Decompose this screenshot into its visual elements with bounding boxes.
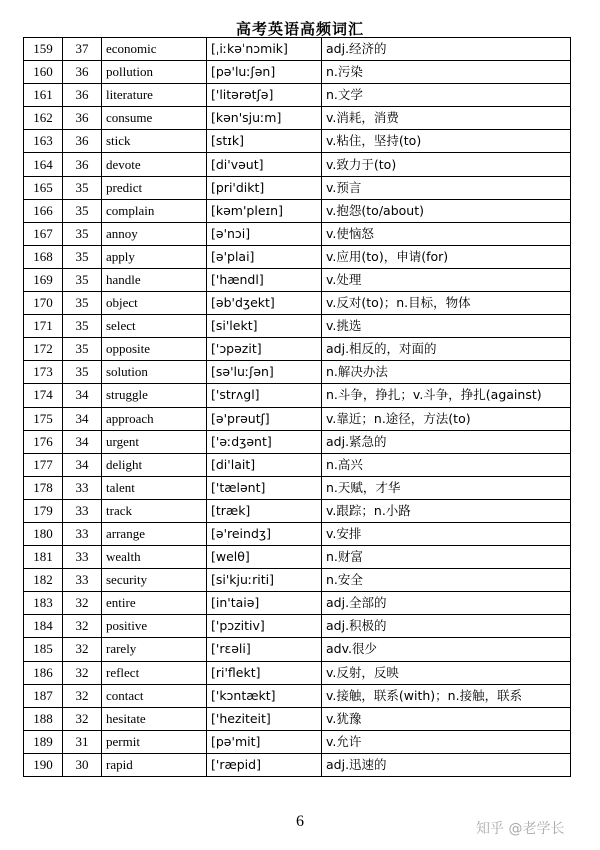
rank-cell: 159: [24, 38, 63, 61]
meaning-cell: n.安全: [322, 569, 571, 592]
phonetic-cell: ['tælənt]: [207, 476, 322, 499]
frequency-cell: 36: [63, 61, 102, 84]
meaning-cell: n.污染: [322, 61, 571, 84]
meaning-cell: v.跟踪；n.小路: [322, 499, 571, 522]
word-cell: literature: [102, 84, 207, 107]
word-cell: urgent: [102, 430, 207, 453]
rank-cell: 161: [24, 84, 63, 107]
table-row: [24, 199, 571, 222]
rank-cell: 172: [24, 338, 63, 361]
phonetic-cell: [ə'prəutʃ]: [207, 407, 322, 430]
frequency-cell: 34: [63, 453, 102, 476]
word-cell: arrange: [102, 522, 207, 545]
rank-cell: 165: [24, 176, 63, 199]
table-row: [24, 245, 571, 268]
word-cell: entire: [102, 592, 207, 615]
rank-cell: 167: [24, 222, 63, 245]
table-row: [24, 61, 571, 84]
page-title: 高考英语高频词汇: [235, 20, 364, 38]
word-cell: object: [102, 292, 207, 315]
rank-cell: 188: [24, 707, 63, 730]
table-row: [24, 592, 571, 615]
frequency-cell: 33: [63, 476, 102, 499]
rank-cell: 174: [24, 384, 63, 407]
phonetic-cell: [pə'mit]: [207, 730, 322, 753]
meaning-cell: v.反对(to)；n.目标，物体: [322, 292, 571, 315]
table-row: [24, 638, 571, 661]
table-row: [24, 753, 571, 776]
word-cell: permit: [102, 730, 207, 753]
table-row: [24, 522, 571, 545]
word-cell: contact: [102, 684, 207, 707]
table-row: [24, 107, 571, 130]
table-row: [24, 153, 571, 176]
table-row: [24, 684, 571, 707]
word-cell: reflect: [102, 661, 207, 684]
frequency-cell: 33: [63, 569, 102, 592]
word-cell: track: [102, 499, 207, 522]
frequency-cell: 36: [63, 107, 102, 130]
phonetic-cell: ['pɔzitiv]: [207, 615, 322, 638]
table-row: [24, 661, 571, 684]
meaning-cell: adj.相反的，对面的: [322, 338, 571, 361]
meaning-cell: adj.迅速的: [322, 753, 571, 776]
rank-cell: 164: [24, 153, 63, 176]
phonetic-cell: [si'lekt]: [207, 315, 322, 338]
rank-cell: 163: [24, 130, 63, 153]
word-cell: rarely: [102, 638, 207, 661]
rank-cell: 160: [24, 61, 63, 84]
meaning-cell: v.反射，反映: [322, 661, 571, 684]
table-row: [24, 292, 571, 315]
frequency-cell: 35: [63, 338, 102, 361]
frequency-cell: 35: [63, 176, 102, 199]
table-row: [24, 430, 571, 453]
word-cell: rapid: [102, 753, 207, 776]
table-row: [24, 476, 571, 499]
vocabulary-table-body: [24, 38, 571, 777]
rank-cell: 179: [24, 499, 63, 522]
phonetic-cell: [kən'sjuːm]: [207, 107, 322, 130]
rank-cell: 189: [24, 730, 63, 753]
phonetic-cell: [ə'plai]: [207, 245, 322, 268]
table-row: [24, 38, 571, 61]
rank-cell: 178: [24, 476, 63, 499]
phonetic-cell: [træk]: [207, 499, 322, 522]
table-row: [24, 453, 571, 476]
frequency-cell: 32: [63, 592, 102, 615]
meaning-cell: adj.积极的: [322, 615, 571, 638]
frequency-cell: 32: [63, 707, 102, 730]
frequency-cell: 36: [63, 130, 102, 153]
phonetic-cell: ['əːdʒənt]: [207, 430, 322, 453]
word-cell: economic: [102, 38, 207, 61]
phonetic-cell: ['rɛəli]: [207, 638, 322, 661]
rank-cell: 187: [24, 684, 63, 707]
frequency-cell: 35: [63, 292, 102, 315]
frequency-cell: 35: [63, 245, 102, 268]
frequency-cell: 32: [63, 661, 102, 684]
frequency-cell: 37: [63, 38, 102, 61]
frequency-cell: 35: [63, 199, 102, 222]
frequency-cell: 35: [63, 268, 102, 291]
phonetic-cell: [ˌiːkəˈnɔmik]: [207, 38, 322, 61]
meaning-cell: v.靠近；n.途径，方法(to): [322, 407, 571, 430]
frequency-cell: 31: [63, 730, 102, 753]
rank-cell: 177: [24, 453, 63, 476]
word-cell: predict: [102, 176, 207, 199]
rank-cell: 162: [24, 107, 63, 130]
meaning-cell: adj.全部的: [322, 592, 571, 615]
meaning-cell: n.斗争，挣扎；v.斗争，挣扎(against): [322, 384, 571, 407]
phonetic-cell: [si'kjuːriti]: [207, 569, 322, 592]
vocabulary-table: [23, 37, 571, 777]
word-cell: approach: [102, 407, 207, 430]
phonetic-cell: ['litərətʃə]: [207, 84, 322, 107]
meaning-cell: v.处理: [322, 268, 571, 291]
table-row: [24, 338, 571, 361]
rank-cell: 170: [24, 292, 63, 315]
frequency-cell: 33: [63, 522, 102, 545]
word-cell: positive: [102, 615, 207, 638]
meaning-cell: v.安排: [322, 522, 571, 545]
phonetic-cell: ['strʌgl]: [207, 384, 322, 407]
table-row: [24, 176, 571, 199]
phonetic-cell: [sə'luːʃən]: [207, 361, 322, 384]
meaning-cell: v.致力于(to): [322, 153, 571, 176]
phonetic-cell: [əb'dʒekt]: [207, 292, 322, 315]
meaning-cell: v.允许: [322, 730, 571, 753]
phonetic-cell: [stɪk]: [207, 130, 322, 153]
phonetic-cell: [ə'reindʒ]: [207, 522, 322, 545]
frequency-cell: 35: [63, 315, 102, 338]
table-row: [24, 730, 571, 753]
table-row: [24, 499, 571, 522]
meaning-cell: v.接触，联系(with)；n.接触，联系: [322, 684, 571, 707]
frequency-cell: 35: [63, 361, 102, 384]
word-cell: solution: [102, 361, 207, 384]
frequency-cell: 32: [63, 615, 102, 638]
phonetic-cell: ['heziteit]: [207, 707, 322, 730]
meaning-cell: n.文学: [322, 84, 571, 107]
frequency-cell: 32: [63, 638, 102, 661]
frequency-cell: 34: [63, 384, 102, 407]
meaning-cell: adj.经济的: [322, 38, 571, 61]
frequency-cell: 36: [63, 153, 102, 176]
meaning-cell: v.抱怨(to/about): [322, 199, 571, 222]
rank-cell: 175: [24, 407, 63, 430]
table-row: [24, 615, 571, 638]
phonetic-cell: [pri'dikt]: [207, 176, 322, 199]
meaning-cell: adj.紧急的: [322, 430, 571, 453]
phonetic-cell: ['hændl]: [207, 268, 322, 291]
meaning-cell: n.财富: [322, 546, 571, 569]
meaning-cell: v.消耗，消费: [322, 107, 571, 130]
rank-cell: 185: [24, 638, 63, 661]
word-cell: opposite: [102, 338, 207, 361]
phonetic-cell: [ə'nɔi]: [207, 222, 322, 245]
table-row: [24, 84, 571, 107]
meaning-cell: v.使恼怒: [322, 222, 571, 245]
meaning-cell: v.应用(to)，申请(for): [322, 245, 571, 268]
rank-cell: 176: [24, 430, 63, 453]
phonetic-cell: [welθ]: [207, 546, 322, 569]
watermark: 知乎 @老学长: [476, 821, 565, 837]
word-cell: hesitate: [102, 707, 207, 730]
table-row: [24, 315, 571, 338]
phonetic-cell: ['ræpid]: [207, 753, 322, 776]
rank-cell: 168: [24, 245, 63, 268]
table-row: [24, 268, 571, 291]
word-cell: annoy: [102, 222, 207, 245]
page-number: 6: [296, 813, 304, 830]
frequency-cell: 32: [63, 684, 102, 707]
rank-cell: 190: [24, 753, 63, 776]
rank-cell: 169: [24, 268, 63, 291]
word-cell: wealth: [102, 546, 207, 569]
word-cell: pollution: [102, 61, 207, 84]
frequency-cell: 36: [63, 84, 102, 107]
phonetic-cell: [pə'luːʃən]: [207, 61, 322, 84]
frequency-cell: 34: [63, 430, 102, 453]
phonetic-cell: [in'taiə]: [207, 592, 322, 615]
rank-cell: 186: [24, 661, 63, 684]
meaning-cell: v.犹豫: [322, 707, 571, 730]
table-row: [24, 361, 571, 384]
meaning-cell: v.预言: [322, 176, 571, 199]
phonetic-cell: [kəm'pleɪn]: [207, 199, 322, 222]
rank-cell: 173: [24, 361, 63, 384]
word-cell: complain: [102, 199, 207, 222]
word-cell: consume: [102, 107, 207, 130]
phonetic-cell: ['kɔntækt]: [207, 684, 322, 707]
table-row: [24, 707, 571, 730]
table-row: [24, 384, 571, 407]
table-row: [24, 407, 571, 430]
rank-cell: 181: [24, 546, 63, 569]
rank-cell: 180: [24, 522, 63, 545]
rank-cell: 183: [24, 592, 63, 615]
word-cell: struggle: [102, 384, 207, 407]
rank-cell: 182: [24, 569, 63, 592]
phonetic-cell: [di'lait]: [207, 453, 322, 476]
word-cell: delight: [102, 453, 207, 476]
meaning-cell: n.解决办法: [322, 361, 571, 384]
word-cell: select: [102, 315, 207, 338]
word-cell: talent: [102, 476, 207, 499]
phonetic-cell: ['ɔpəzit]: [207, 338, 322, 361]
frequency-cell: 30: [63, 753, 102, 776]
phonetic-cell: [ri'flekt]: [207, 661, 322, 684]
word-cell: devote: [102, 153, 207, 176]
frequency-cell: 33: [63, 546, 102, 569]
meaning-cell: n.天赋，才华: [322, 476, 571, 499]
rank-cell: 166: [24, 199, 63, 222]
table-row: [24, 546, 571, 569]
rank-cell: 171: [24, 315, 63, 338]
word-cell: stick: [102, 130, 207, 153]
table-row: [24, 130, 571, 153]
frequency-cell: 35: [63, 222, 102, 245]
frequency-cell: 34: [63, 407, 102, 430]
word-cell: apply: [102, 245, 207, 268]
phonetic-cell: [di'vəut]: [207, 153, 322, 176]
word-cell: handle: [102, 268, 207, 291]
meaning-cell: v.粘住，坚持(to): [322, 130, 571, 153]
table-row: [24, 222, 571, 245]
word-cell: security: [102, 569, 207, 592]
meaning-cell: v.挑选: [322, 315, 571, 338]
rank-cell: 184: [24, 615, 63, 638]
table-row: [24, 569, 571, 592]
frequency-cell: 33: [63, 499, 102, 522]
meaning-cell: adv.很少: [322, 638, 571, 661]
meaning-cell: n.高兴: [322, 453, 571, 476]
